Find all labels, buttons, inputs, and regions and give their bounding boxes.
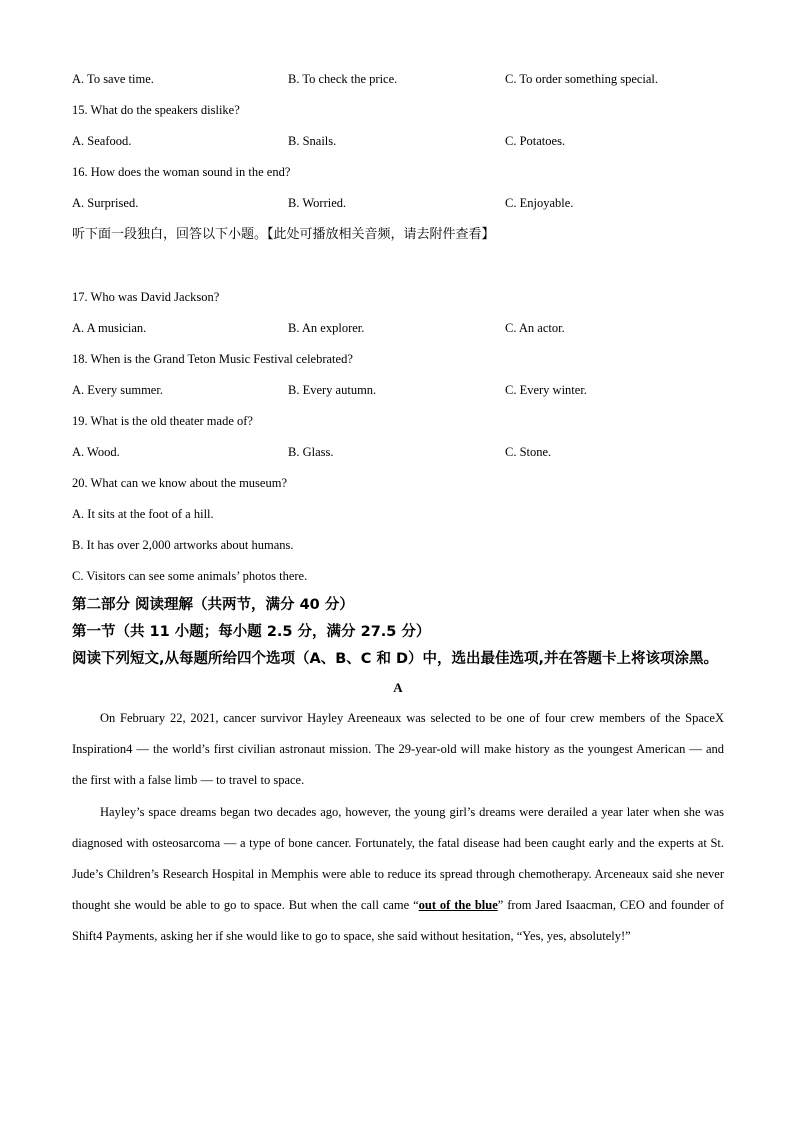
q18-options — [72, 375, 724, 406]
q16-question: 16. How does the woman sound in the end? — [72, 165, 291, 179]
q18-option-a: A. Every summer. — [72, 383, 163, 397]
q15-option-a: A. Seafood. — [72, 134, 132, 148]
q15-question: 15. What do the speakers dislike? — [72, 103, 240, 117]
passage-paragraph-1: On February 22, 2021, cancer survivor Hayley Areeneaux was selected to be one of four crew members of the SpaceX Inspiration4 — the world’s first civilian astronaut mission. The 29-year-old will make history as the youngest American — and the first with a false limb — to travel to space. — [72, 711, 724, 788]
part2-title: 第二部分 阅读理解（共两节，满分 40 分） — [72, 597, 354, 613]
q20-option-a: A. It sits at the foot of a hill. — [72, 507, 214, 521]
q15-options — [72, 126, 724, 157]
paragraph-2-text-end: ” from Jared Isaacman, CEO and founder of Shift4 Payments, asking her if she would like to go to space, she said without hesitation, “Yes, yes, absolutely!” — [72, 898, 724, 944]
q20-question: 20. What can we know about the museum? — [72, 476, 287, 490]
q16-option-c: C. Enjoyable. — [505, 196, 574, 210]
q17-options — [72, 313, 724, 344]
q17-question: 17. Who was David Jackson? — [72, 290, 220, 304]
q17-option-a: A. A musician. — [72, 321, 147, 335]
q16-option-b: B. Worried. — [288, 196, 347, 210]
q20-option-c: C. Visitors can see some animals’ photos there. — [72, 569, 308, 583]
underlined-phrase: out of the blue — [418, 898, 498, 913]
monologue-instruction: 听下面一段独白，回答以下小题。【此处可播放相关音频，请去附件查看】 — [72, 227, 495, 242]
passage-paragraph-2 — [72, 797, 724, 953]
q19-option-a: A. Wood. — [72, 445, 120, 459]
exam-page — [72, 64, 724, 953]
q19-option-b: B. Glass. — [288, 445, 334, 459]
q14-option-c: C. To order something special. — [505, 72, 659, 86]
q15-option-b: B. Snails. — [288, 134, 337, 148]
q19-option-c: C. Stone. — [505, 445, 552, 459]
q19-options — [72, 437, 724, 468]
q16-options — [72, 188, 724, 219]
q17-option-b: B. An explorer. — [288, 321, 365, 335]
paragraph-2-text-start: Hayley’s space dreams began two decades ago, however, the young girl’s dreams were derailed a year later when she was diagnosed with osteosarcoma — a type of bone cancer. Fortunately, the fatal disease had been caught early and the experts at St. Jude’s Children’s Research Hospital in Memphis were able to reduce its spread through chemotherapy. Arceneaux said she never thought she would be able to go to space. But when the call came “ — [72, 804, 724, 913]
passage-label: A — [393, 680, 403, 695]
q19-question: 19. What is the old theater made of? — [72, 414, 253, 428]
q14-option-b: B. To check the price. — [288, 72, 398, 86]
q18-option-c: C. Every winter. — [505, 383, 587, 397]
q17-option-c: C. An actor. — [505, 321, 565, 335]
q15-option-c: C. Potatoes. — [505, 134, 566, 148]
q18-option-b: B. Every autumn. — [288, 383, 377, 397]
reading-instruction: 阅读下列短文,从每题所给四个选项（A、B、C 和 D）中，选出最佳选项,并在答题卡上将该项涂黑。 — [72, 651, 719, 667]
q18-question: 18. When is the Grand Teton Music Festival celebrated? — [72, 352, 353, 366]
q14-options — [72, 64, 724, 95]
section1-title: 第一节（共 11 小题；每小题 2.5 分，满分 27.5 分） — [72, 624, 431, 640]
q20-option-b: B. It has over 2,000 artworks about humans. — [72, 538, 294, 552]
q14-option-a: A. To save time. — [72, 72, 154, 86]
q16-option-a: A. Surprised. — [72, 196, 139, 210]
